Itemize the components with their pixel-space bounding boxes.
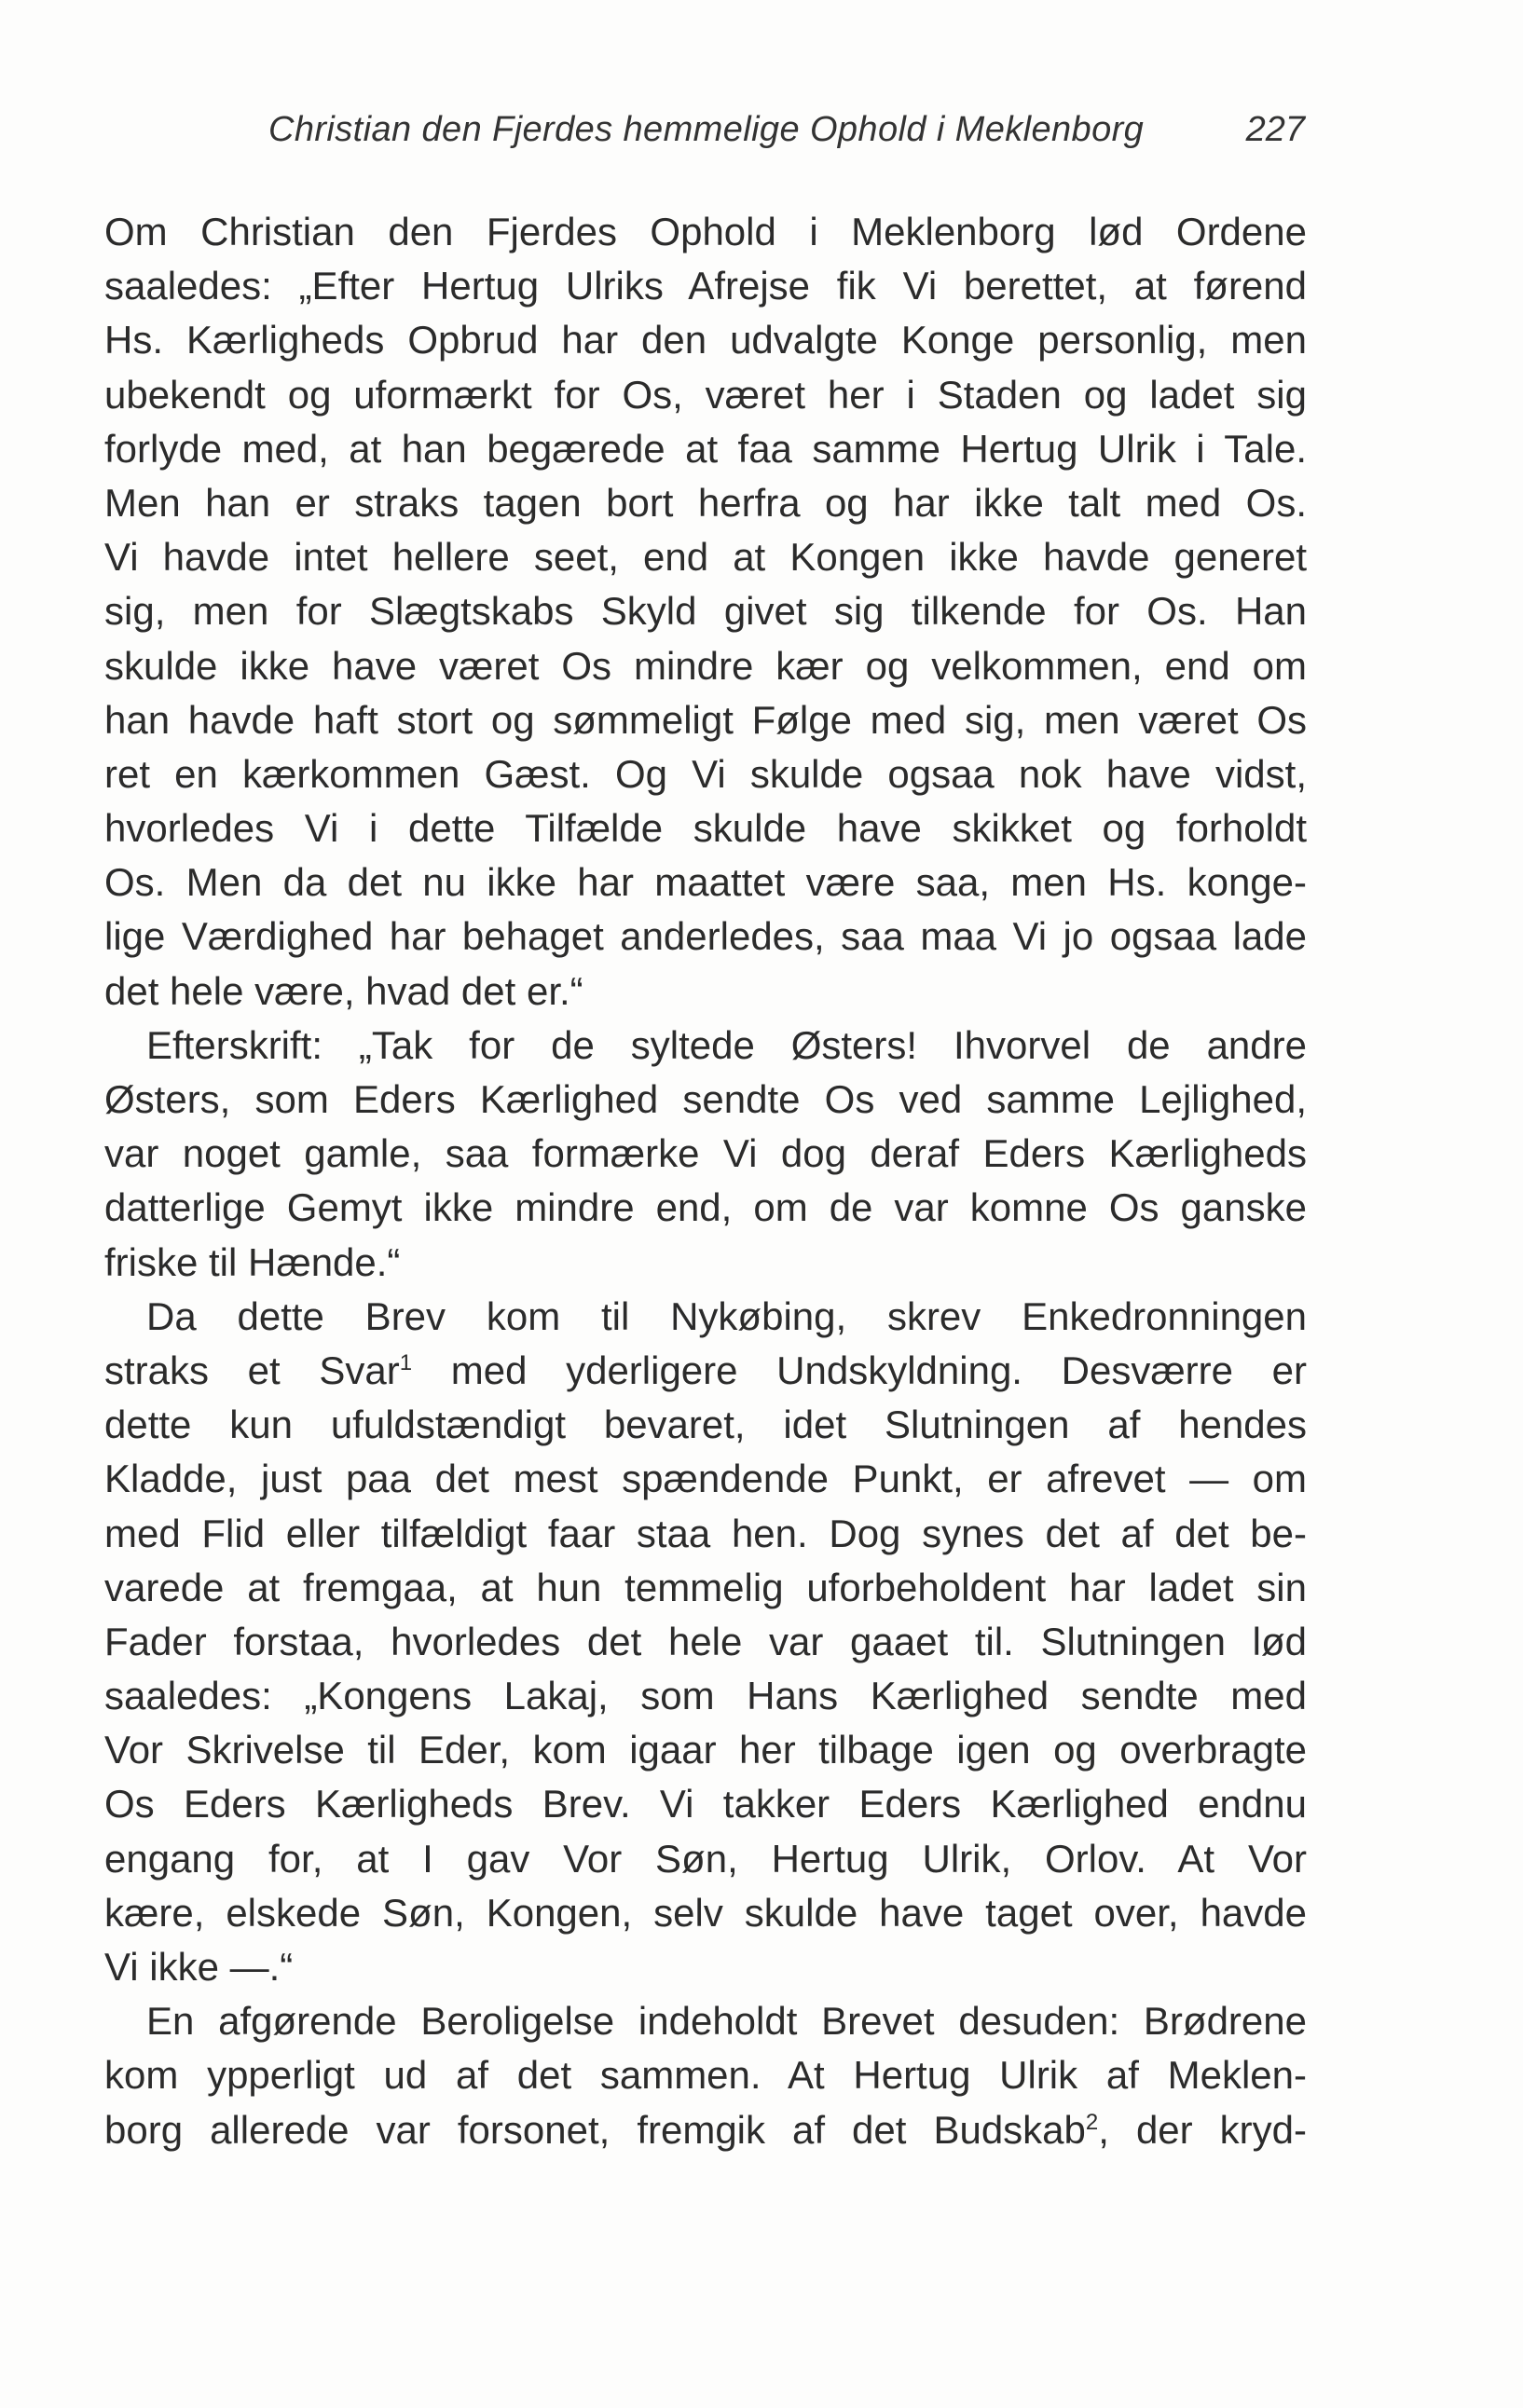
text-line: Da dette Brev kom til Nykøbing, skrev Enkedronningen xyxy=(146,1293,1307,1338)
text-line xyxy=(104,2103,1307,2157)
text-line xyxy=(104,1344,1307,1398)
text-line: forlyde med, at han begærede at faa samme Hertug Ulrik i Tale. xyxy=(104,426,1307,471)
paragraph-4 xyxy=(104,1994,1307,2157)
text-line: skulde ikke have været Os mindre kær og velkommen, end om xyxy=(104,643,1307,688)
text-line: kære, elskede Søn, Kongen, selv skulde have taget over, havde xyxy=(104,1890,1307,1935)
paragraph-1 xyxy=(104,205,1307,1019)
text-line: dette kun ufuldstændigt bevaret, idet Slutningen af hendes xyxy=(104,1402,1307,1447)
text-line: var noget gamle, saa formærke Vi dog deraf Eders Kærligheds xyxy=(104,1131,1307,1176)
text-line: Om Christian den Fjerdes Ophold i Meklenborg lød Ordene xyxy=(104,210,1307,253)
text-line: Efterskrift: „Tak for de syltede Østers! Ihvorvel de andre xyxy=(146,1022,1307,1067)
text-line: med Flid eller tilfældigt faar staa hen. Dog synes det af det be- xyxy=(104,1511,1307,1555)
text-line: Vi havde intet hellere seet, end at Kongen ikke havde generet xyxy=(104,535,1307,580)
text-line: sig, men for Slægtskabs Skyld givet sig tilkende for Os. Han xyxy=(104,589,1307,634)
text-line: ret en kærkommen Gæst. Og Vi skulde ogsaa nok have vidst, xyxy=(104,751,1307,796)
text-line: Hs. Kærligheds Opbrud har den udvalgte Konge personlig, men xyxy=(104,318,1307,363)
text-line: datterlige Gemyt ikke mindre end, om de var komne Os ganske xyxy=(104,1185,1307,1230)
text-line: Men han er straks tagen bort herfra og har ikke talt med Os. xyxy=(104,480,1307,525)
text-line: saaledes: „Kongens Lakaj, som Hans Kærlighed sendte med xyxy=(104,1674,1307,1718)
text-line: friske til Hænde.“ xyxy=(104,1239,401,1284)
text-line: Østers, som Eders Kærlighed sendte Os ved samme Lejlighed, xyxy=(104,1077,1307,1121)
text-line: Os Eders Kærligheds Brev. Vi takker Eders Kærlighed endnu xyxy=(104,1782,1307,1827)
text-line: kom ypperligt ud af det sammen. At Hertug Ulrik af Meklen- xyxy=(104,2053,1307,2098)
text-line: Os. Men da det nu ikke har maattet være saa, men Hs. konge- xyxy=(104,860,1307,905)
text-line: Vi ikke —.“ xyxy=(104,1945,294,1989)
text-line: En afgørende Beroligelse indeholdt Brevet desuden: Brødrene xyxy=(146,1999,1307,2044)
body-text xyxy=(104,205,1307,2157)
text-line: det hele være, hvad det er.“ xyxy=(104,968,583,1013)
text-line: saaledes: „Efter Hertug Ulriks Afrejse fik Vi berettet, at førend xyxy=(104,264,1307,308)
footnote-ref: 2 xyxy=(1085,2109,1099,2135)
text-line: han havde haft stort og sømmeligt Følge med sig, men været Os xyxy=(104,697,1307,742)
text-line: hvorledes Vi i dette Tilfælde skulde have skikket og forholdt xyxy=(104,806,1307,851)
running-head xyxy=(268,110,1305,166)
page-number: 227 xyxy=(1245,110,1305,149)
text-fragment: , der kryd- xyxy=(1098,2107,1307,2152)
paragraph-3 xyxy=(104,1290,1307,1994)
footnote-ref: 1 xyxy=(399,1349,413,1375)
text-line: lige Værdighed har behaget anderledes, saa maa Vi jo ogsaa lade xyxy=(104,914,1307,959)
text-line: varede at fremgaa, at hun temmelig uforbeholdent har ladet sin xyxy=(104,1565,1307,1609)
text-line: engang for, at I gav Vor Søn, Hertug Ulrik, Orlov. At Vor xyxy=(104,1836,1307,1881)
running-title: Christian den Fjerdes hemmelige Ophold i Meklenborg xyxy=(268,110,1145,149)
text-fragment: med yderligere Undskyldning. Desværre er xyxy=(412,1348,1307,1392)
text-fragment: borg allerede var forsonet, fremgik af det Budskab xyxy=(104,2107,1086,2152)
text-line: Fader forstaa, hvorledes det hele var gaaet til. Slutningen lød xyxy=(104,1619,1307,1663)
text-line: Kladde, just paa det mest spændende Punkt, er afrevet — om xyxy=(104,1457,1307,1501)
text-line: ubekendt og uformærkt for Os, været her i Staden og ladet sig xyxy=(104,372,1307,417)
text-line: Vor Skrivelse til Eder, kom igaar her tilbage igen og overbragte xyxy=(104,1728,1307,1772)
text-fragment: straks et Svar xyxy=(104,1348,400,1392)
paragraph-2 xyxy=(104,1019,1307,1290)
